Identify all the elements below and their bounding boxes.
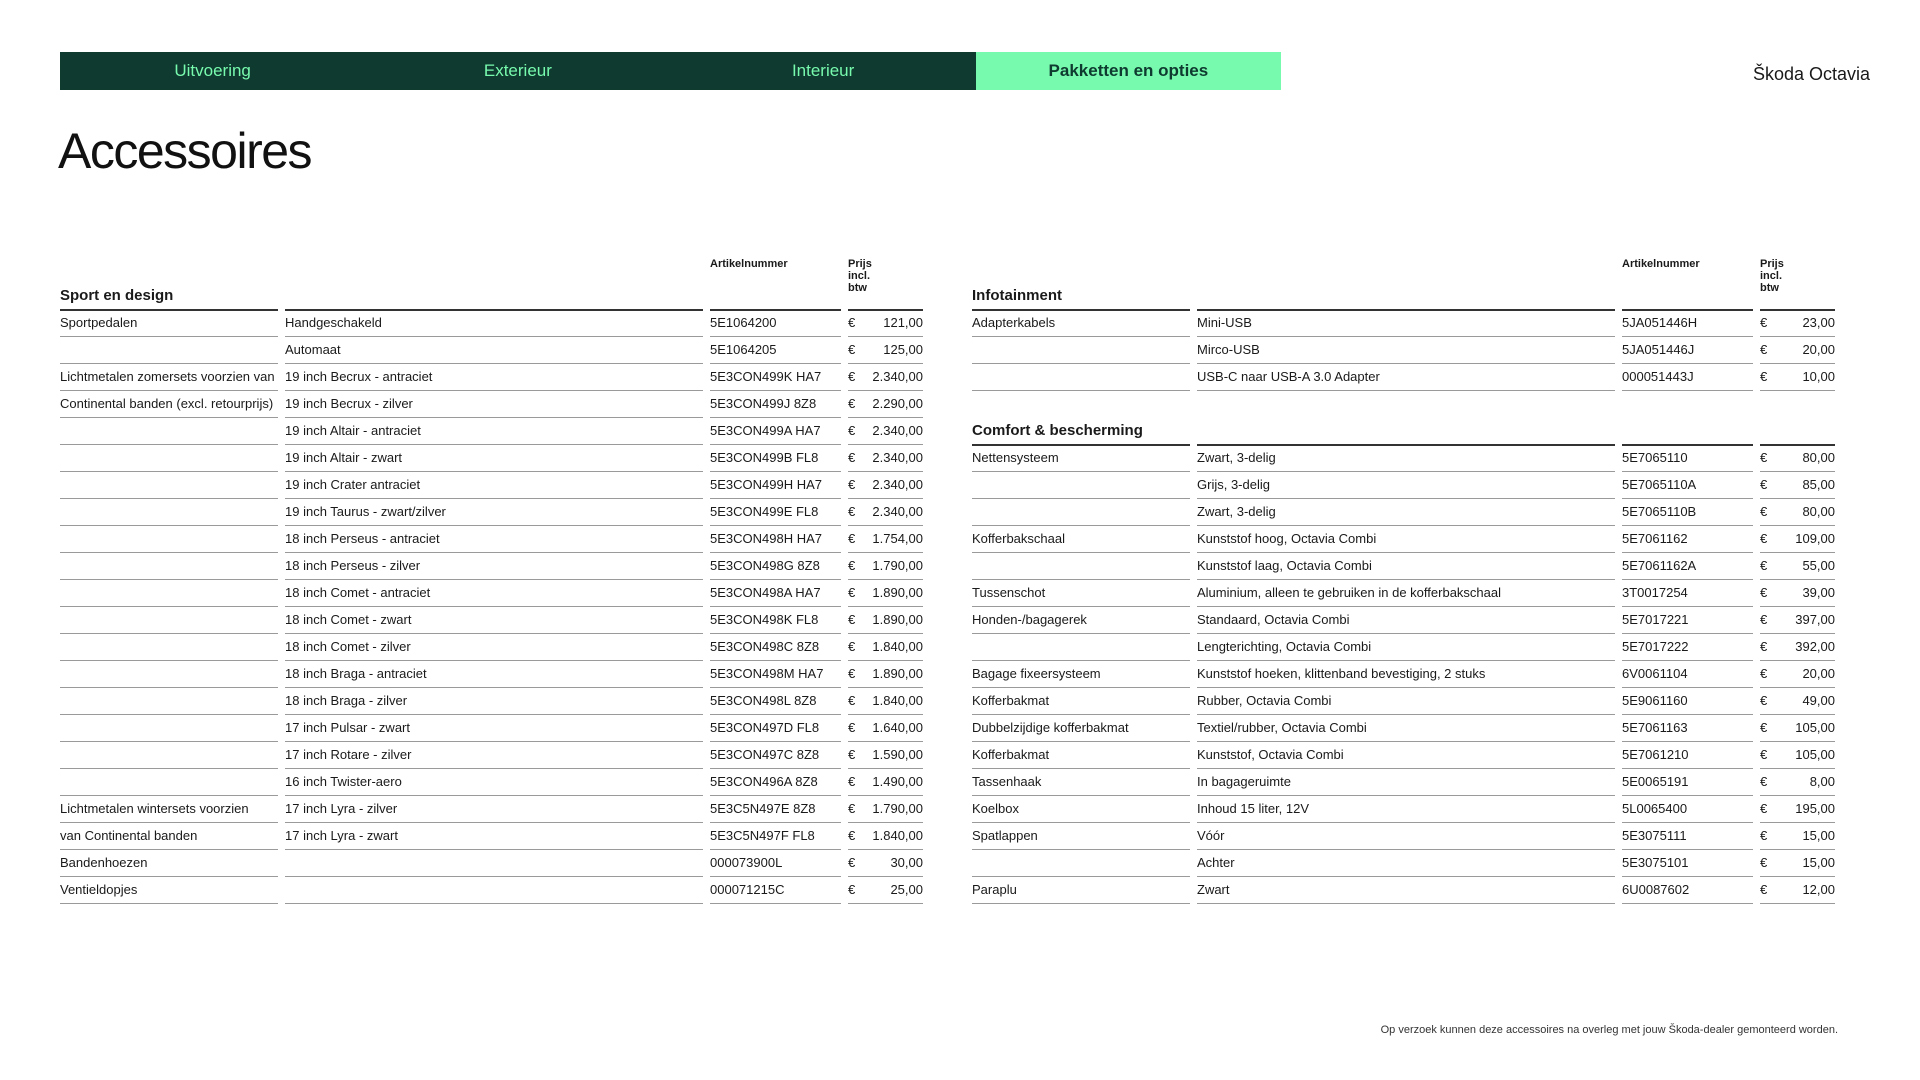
row-article-number: 5E3CON498L 8Z8 <box>710 688 841 715</box>
section-divider <box>1622 418 1753 446</box>
row-article-number: 5E0065191 <box>1622 769 1753 796</box>
row-description: 18 inch Braga - antraciet <box>285 661 703 688</box>
row-description: Achter <box>1197 850 1615 877</box>
price-amount: 1.890,00 <box>872 585 923 600</box>
price-amount: 20,00 <box>1802 666 1835 681</box>
price-amount: 1.790,00 <box>872 558 923 573</box>
price-amount: 2.340,00 <box>872 477 923 492</box>
row-price <box>848 553 923 580</box>
row-description: Textiel/rubber, Octavia Combi <box>1197 715 1615 742</box>
currency-symbol: € <box>848 882 856 897</box>
price-amount: 23,00 <box>1802 315 1835 330</box>
currency-symbol: € <box>1760 828 1768 843</box>
row-article-number: 5E3C5N497E 8Z8 <box>710 796 841 823</box>
row-description: Zwart, 3-delig <box>1197 445 1615 472</box>
row-article-number: 5E3CON498G 8Z8 <box>710 553 841 580</box>
row-category: Bandenhoezen <box>60 850 278 877</box>
row-article-number: 000073900L <box>710 850 841 877</box>
price-amount: 1.640,00 <box>872 720 923 735</box>
row-category: Lichtmetalen wintersets voorzien <box>60 796 278 823</box>
header-prijs: Prijs incl. btw <box>1760 258 1784 294</box>
row-category <box>60 526 278 553</box>
row-description: Kunststof hoeken, klittenband bevestiging, 2 stuks <box>1197 661 1615 688</box>
row-article-number: 5E7061162A <box>1622 553 1753 580</box>
row-category <box>60 499 278 526</box>
row-article-number: 5JA051446J <box>1622 337 1753 364</box>
row-category <box>972 634 1190 661</box>
row-description: 19 inch Altair - zwart <box>285 445 703 472</box>
row-category <box>972 850 1190 877</box>
tab-pakketten-en-opties[interactable]: Pakketten en opties <box>976 52 1281 90</box>
currency-symbol: € <box>848 855 856 870</box>
row-category <box>60 715 278 742</box>
page-title: Accessoires <box>58 123 312 179</box>
row-category <box>60 337 278 364</box>
row-category <box>60 742 278 769</box>
row-category: Tussenschot <box>972 580 1190 607</box>
row-category: Sportpedalen <box>60 310 278 337</box>
row-article-number: 000051443J <box>1622 364 1753 391</box>
row-price <box>1760 715 1835 742</box>
price-amount: 15,00 <box>1802 828 1835 843</box>
row-category: Koelbox <box>972 796 1190 823</box>
currency-symbol: € <box>848 612 856 627</box>
row-category: Nettensysteem <box>972 445 1190 472</box>
currency-symbol: € <box>1760 531 1768 546</box>
price-amount: 30,00 <box>890 855 923 870</box>
price-amount: 39,00 <box>1802 585 1835 600</box>
row-category <box>972 364 1190 391</box>
currency-symbol: € <box>1760 558 1768 573</box>
section-title: Infotainment <box>972 283 1190 311</box>
price-amount: 1.890,00 <box>872 666 923 681</box>
currency-symbol: € <box>848 585 856 600</box>
currency-symbol: € <box>1760 585 1768 600</box>
row-article-number: 3T0017254 <box>1622 580 1753 607</box>
row-category <box>60 688 278 715</box>
row-description: 19 inch Becrux - zilver <box>285 391 703 418</box>
currency-symbol: € <box>848 558 856 573</box>
row-category <box>60 607 278 634</box>
row-description: Standaard, Octavia Combi <box>1197 607 1615 634</box>
row-price <box>848 472 923 499</box>
row-article-number: 5E3CON497D FL8 <box>710 715 841 742</box>
row-description: 18 inch Braga - zilver <box>285 688 703 715</box>
row-category: Dubbelzijdige kofferbakmat <box>972 715 1190 742</box>
price-amount: 109,00 <box>1795 531 1835 546</box>
section-divider <box>285 283 703 311</box>
brand-name: Škoda Octavia <box>1752 64 1870 84</box>
section-divider <box>710 283 841 311</box>
currency-symbol: € <box>1760 612 1768 627</box>
row-description: 18 inch Perseus - zilver <box>285 553 703 580</box>
currency-symbol: € <box>848 801 856 816</box>
price-amount: 49,00 <box>1802 693 1835 708</box>
row-price <box>1760 499 1835 526</box>
price-amount: 1.754,00 <box>872 531 923 546</box>
currency-symbol: € <box>848 477 856 492</box>
currency-symbol: € <box>1760 477 1768 492</box>
row-price <box>848 607 923 634</box>
row-price <box>848 715 923 742</box>
row-category: Kofferbakmat <box>972 688 1190 715</box>
row-price <box>1760 445 1835 472</box>
header-artikelnummer: Artikelnummer <box>1622 258 1700 270</box>
row-description: USB-C naar USB-A 3.0 Adapter <box>1197 364 1615 391</box>
currency-symbol: € <box>848 396 856 411</box>
currency-symbol: € <box>848 720 856 735</box>
row-category: Spatlappen <box>972 823 1190 850</box>
section-divider <box>1622 283 1753 311</box>
row-description: 16 inch Twister-aero <box>285 769 703 796</box>
price-amount: 1.490,00 <box>872 774 923 789</box>
row-category: Lichtmetalen zomersets voorzien van <box>60 364 278 391</box>
row-article-number: 5E3CON499H HA7 <box>710 472 841 499</box>
currency-symbol: € <box>848 450 856 465</box>
row-description: Vóór <box>1197 823 1615 850</box>
row-article-number: 5E7017222 <box>1622 634 1753 661</box>
row-description: 19 inch Taurus - zwart/zilver <box>285 499 703 526</box>
currency-symbol: € <box>1760 369 1768 384</box>
row-price <box>848 769 923 796</box>
price-amount: 1.840,00 <box>872 693 923 708</box>
row-price <box>848 364 923 391</box>
price-amount: 25,00 <box>890 882 923 897</box>
row-description: 19 inch Becrux - antraciet <box>285 364 703 391</box>
row-article-number: 5E7017221 <box>1622 607 1753 634</box>
row-category: Ventieldopjes <box>60 877 278 904</box>
row-description: 18 inch Comet - antraciet <box>285 580 703 607</box>
row-description: 19 inch Crater antraciet <box>285 472 703 499</box>
price-amount: 12,00 <box>1802 882 1835 897</box>
row-description: Mirco-USB <box>1197 337 1615 364</box>
row-description: Kunststof hoog, Octavia Combi <box>1197 526 1615 553</box>
row-price <box>1760 877 1835 904</box>
price-amount: 80,00 <box>1802 450 1835 465</box>
row-description: 18 inch Perseus - antraciet <box>285 526 703 553</box>
row-article-number: 6V0061104 <box>1622 661 1753 688</box>
currency-symbol: € <box>1760 882 1768 897</box>
section-title: Comfort & bescherming <box>972 418 1190 446</box>
row-description: In bagageruimte <box>1197 769 1615 796</box>
row-price <box>1760 553 1835 580</box>
row-description: Rubber, Octavia Combi <box>1197 688 1615 715</box>
row-price <box>848 634 923 661</box>
row-price <box>848 445 923 472</box>
row-article-number: 5E3CON499J 8Z8 <box>710 391 841 418</box>
row-article-number: 5E3CON498A HA7 <box>710 580 841 607</box>
price-amount: 121,00 <box>883 315 923 330</box>
tab-interieur[interactable]: Interieur <box>791 61 855 80</box>
row-price <box>848 310 923 337</box>
price-amount: 105,00 <box>1795 720 1835 735</box>
row-category <box>972 553 1190 580</box>
row-article-number: 5E3CON498M HA7 <box>710 661 841 688</box>
price-amount: 2.340,00 <box>872 450 923 465</box>
header-prijs: Prijs incl. btw <box>848 258 872 294</box>
row-price <box>1760 337 1835 364</box>
row-price <box>1760 796 1835 823</box>
row-price <box>1760 850 1835 877</box>
row-description: Handgeschakeld <box>285 310 703 337</box>
row-category: Honden-/bagagerek <box>972 607 1190 634</box>
row-article-number: 5E7065110A <box>1622 472 1753 499</box>
section-divider <box>1197 283 1615 311</box>
row-price <box>848 526 923 553</box>
row-article-number: 5E7061210 <box>1622 742 1753 769</box>
price-amount: 80,00 <box>1802 504 1835 519</box>
row-description: Zwart, 3-delig <box>1197 499 1615 526</box>
row-category <box>60 769 278 796</box>
price-amount: 2.290,00 <box>872 396 923 411</box>
row-description: Mini-USB <box>1197 310 1615 337</box>
currency-symbol: € <box>848 315 856 330</box>
row-price <box>1760 526 1835 553</box>
currency-symbol: € <box>848 828 856 843</box>
row-price <box>1760 661 1835 688</box>
price-amount: 20,00 <box>1802 342 1835 357</box>
row-description: Lengterichting, Octavia Combi <box>1197 634 1615 661</box>
footnote: Op verzoek kunnen deze accessoires na overleg met jouw Škoda-dealer gemonteerd worden. <box>1380 1024 1838 1036</box>
section-divider <box>1197 418 1615 446</box>
row-category: Tassenhaak <box>972 769 1190 796</box>
row-article-number: 5E7065110B <box>1622 499 1753 526</box>
row-category: Adapterkabels <box>972 310 1190 337</box>
row-article-number: 5E3CON496A 8Z8 <box>710 769 841 796</box>
price-amount: 1.890,00 <box>872 612 923 627</box>
row-price <box>1760 634 1835 661</box>
currency-symbol: € <box>1760 720 1768 735</box>
currency-symbol: € <box>848 666 856 681</box>
row-description: 19 inch Altair - antraciet <box>285 418 703 445</box>
currency-symbol: € <box>848 504 856 519</box>
section-divider <box>1760 418 1835 446</box>
price-amount: 1.840,00 <box>872 828 923 843</box>
row-description: 17 inch Rotare - zilver <box>285 742 703 769</box>
currency-symbol: € <box>1760 693 1768 708</box>
row-price <box>848 418 923 445</box>
price-amount: 2.340,00 <box>872 369 923 384</box>
price-amount: 125,00 <box>883 342 923 357</box>
header-artikelnummer: Artikelnummer <box>710 258 788 270</box>
currency-symbol: € <box>1760 747 1768 762</box>
row-price <box>848 742 923 769</box>
price-amount: 2.340,00 <box>872 504 923 519</box>
row-article-number: 5E3CON498K FL8 <box>710 607 841 634</box>
row-description: 18 inch Comet - zwart <box>285 607 703 634</box>
price-amount: 2.340,00 <box>872 423 923 438</box>
price-amount: 85,00 <box>1802 477 1835 492</box>
row-article-number: 5E3075111 <box>1622 823 1753 850</box>
row-article-number: 5E3C5N497F FL8 <box>710 823 841 850</box>
row-price <box>1760 823 1835 850</box>
row-price <box>1760 364 1835 391</box>
row-description <box>285 850 703 877</box>
row-article-number: 5E3CON497C 8Z8 <box>710 742 841 769</box>
row-price <box>848 877 923 904</box>
row-article-number: 5E3CON498H HA7 <box>710 526 841 553</box>
row-price <box>848 661 923 688</box>
row-category <box>60 580 278 607</box>
row-price <box>1760 607 1835 634</box>
price-amount: 105,00 <box>1795 747 1835 762</box>
section-divider <box>1760 283 1835 311</box>
price-amount: 195,00 <box>1795 801 1835 816</box>
currency-symbol: € <box>848 342 856 357</box>
top-navigation <box>60 52 1281 90</box>
row-description: Kunststof, Octavia Combi <box>1197 742 1615 769</box>
row-category <box>60 472 278 499</box>
row-article-number: 5E1064205 <box>710 337 841 364</box>
row-description: 17 inch Lyra - zilver <box>285 796 703 823</box>
row-price <box>1760 580 1835 607</box>
price-amount: 55,00 <box>1802 558 1835 573</box>
row-description: 17 inch Pulsar - zwart <box>285 715 703 742</box>
tab-exterieur[interactable]: Exterieur <box>483 61 552 80</box>
row-article-number: 5E1064200 <box>710 310 841 337</box>
currency-symbol: € <box>1760 855 1768 870</box>
currency-symbol: € <box>848 639 856 654</box>
row-description: Kunststof laag, Octavia Combi <box>1197 553 1615 580</box>
currency-symbol: € <box>848 693 856 708</box>
row-article-number: 5L0065400 <box>1622 796 1753 823</box>
row-category <box>972 499 1190 526</box>
row-category: Paraplu <box>972 877 1190 904</box>
row-article-number: 5E7065110 <box>1622 445 1753 472</box>
row-article-number: 5JA051446H <box>1622 310 1753 337</box>
row-category: Kofferbakmat <box>972 742 1190 769</box>
row-article-number: 5E7061163 <box>1622 715 1753 742</box>
row-category: Bagage fixeersysteem <box>972 661 1190 688</box>
currency-symbol: € <box>848 531 856 546</box>
row-price <box>1760 472 1835 499</box>
currency-symbol: € <box>848 747 856 762</box>
row-category <box>972 472 1190 499</box>
row-description: Aluminium, alleen te gebruiken in de kofferbakschaal <box>1197 580 1615 607</box>
section-divider <box>848 283 923 311</box>
row-price <box>848 823 923 850</box>
row-category <box>972 337 1190 364</box>
price-amount: 397,00 <box>1795 612 1835 627</box>
row-article-number: 6U0087602 <box>1622 877 1753 904</box>
row-article-number: 5E3CON499K HA7 <box>710 364 841 391</box>
currency-symbol: € <box>1760 342 1768 357</box>
row-category <box>60 418 278 445</box>
price-amount: 1.790,00 <box>872 801 923 816</box>
row-description: Automaat <box>285 337 703 364</box>
price-amount: 1.590,00 <box>872 747 923 762</box>
row-price <box>1760 769 1835 796</box>
currency-symbol: € <box>1760 504 1768 519</box>
row-price <box>1760 742 1835 769</box>
row-description: Zwart <box>1197 877 1615 904</box>
row-category <box>60 553 278 580</box>
row-article-number: 5E3CON499E FL8 <box>710 499 841 526</box>
price-amount: 392,00 <box>1795 639 1835 654</box>
row-category <box>60 634 278 661</box>
currency-symbol: € <box>848 423 856 438</box>
row-description: Grijs, 3-delig <box>1197 472 1615 499</box>
row-price <box>848 580 923 607</box>
row-price <box>848 796 923 823</box>
price-amount: 8,00 <box>1809 774 1835 789</box>
currency-symbol: € <box>1760 666 1768 681</box>
row-price <box>1760 688 1835 715</box>
currency-symbol: € <box>848 369 856 384</box>
row-article-number: 5E7061162 <box>1622 526 1753 553</box>
row-category: Continental banden (excl. retourprijs) <box>60 391 278 418</box>
row-description: 17 inch Lyra - zwart <box>285 823 703 850</box>
section-title: Sport en design <box>60 283 278 311</box>
row-price <box>848 337 923 364</box>
row-category <box>60 661 278 688</box>
row-description: 18 inch Comet - zilver <box>285 634 703 661</box>
row-category: van Continental banden <box>60 823 278 850</box>
price-amount: 15,00 <box>1802 855 1835 870</box>
row-price <box>848 391 923 418</box>
currency-symbol: € <box>1760 801 1768 816</box>
row-price <box>848 850 923 877</box>
currency-symbol: € <box>848 774 856 789</box>
row-article-number: 5E9061160 <box>1622 688 1753 715</box>
currency-symbol: € <box>1760 774 1768 789</box>
currency-symbol: € <box>1760 315 1768 330</box>
row-description <box>285 877 703 904</box>
row-category: Kofferbakschaal <box>972 526 1190 553</box>
currency-symbol: € <box>1760 639 1768 654</box>
price-amount: 10,00 <box>1802 369 1835 384</box>
tab-uitvoering[interactable]: Uitvoering <box>174 61 251 80</box>
row-description: Inhoud 15 liter, 12V <box>1197 796 1615 823</box>
row-price <box>848 688 923 715</box>
row-article-number: 5E3CON498C 8Z8 <box>710 634 841 661</box>
row-category <box>60 445 278 472</box>
currency-symbol: € <box>1760 450 1768 465</box>
row-article-number: 5E3CON499A HA7 <box>710 418 841 445</box>
row-price <box>848 499 923 526</box>
price-amount: 1.840,00 <box>872 639 923 654</box>
row-article-number: 5E3CON499B FL8 <box>710 445 841 472</box>
row-article-number: 000071215C <box>710 877 841 904</box>
row-article-number: 5E3075101 <box>1622 850 1753 877</box>
row-price <box>1760 310 1835 337</box>
